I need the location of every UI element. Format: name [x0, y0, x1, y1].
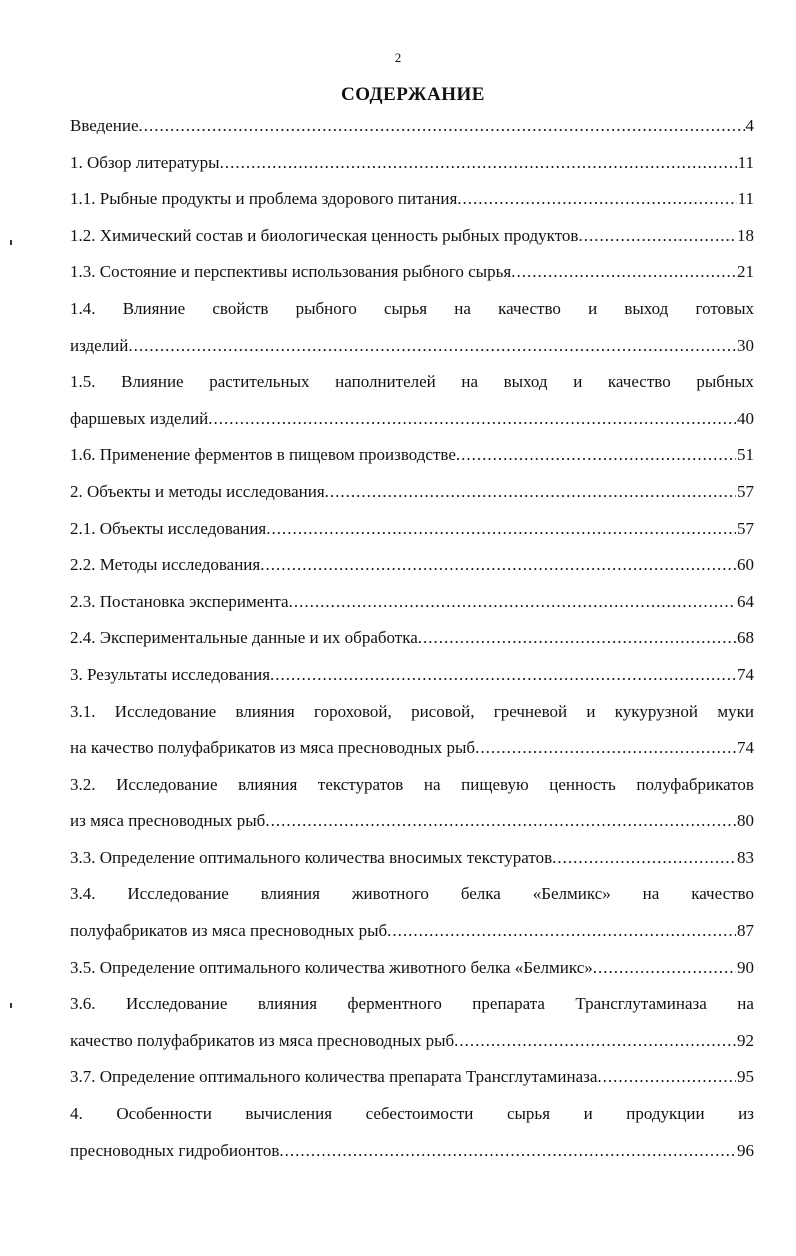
toc-leader-dots — [597, 1059, 736, 1096]
toc-leader-dots — [387, 913, 736, 950]
toc-entry — [70, 547, 754, 584]
toc-word: животного — [351, 884, 429, 904]
toc-leader-dots — [578, 218, 736, 255]
toc-word: на — [642, 884, 660, 904]
toc-word: Трансглутаминаза — [575, 994, 707, 1014]
toc-entry-title: 1.3. Состояние и перспективы использования рыбного сырья — [70, 262, 512, 282]
toc-page-number: 74 — [737, 738, 754, 758]
toc-leader-dots — [220, 145, 737, 182]
toc-word: 3.6. — [70, 994, 96, 1014]
toc-leader-dots — [454, 1023, 736, 1060]
toc-word: вычисления — [245, 1104, 333, 1124]
toc-entry — [70, 657, 754, 694]
toc-word: сырья — [384, 298, 428, 318]
toc-leader-dots — [456, 437, 736, 474]
toc-word: ценность — [549, 774, 616, 794]
toc-entry-title: из мяса пресноводных рыб — [70, 811, 266, 831]
toc-entry-title: 2.1. Объекты исследования — [70, 518, 267, 538]
toc-leader-dots — [475, 730, 736, 767]
toc-word: пищевую — [461, 774, 529, 794]
toc-word: 1.4. — [70, 298, 96, 318]
toc-entry-title: 1.1. Рыбные продукты и проблема здорового питания — [70, 189, 458, 209]
toc-word: из — [738, 1104, 754, 1124]
toc-leader-dots — [593, 950, 736, 987]
toc-entry — [70, 474, 754, 511]
toc-page-number: 30 — [737, 335, 754, 355]
toc-word: препарата — [472, 994, 545, 1014]
toc-word: и — [573, 372, 583, 392]
toc-page-number: 96 — [737, 1140, 754, 1160]
toc-word: на — [423, 774, 441, 794]
toc-entry — [70, 145, 754, 182]
toc-page-number: 51 — [737, 445, 754, 465]
toc-entry — [70, 913, 754, 950]
table-of-contents — [70, 108, 754, 1169]
toc-page-number: 57 — [737, 481, 754, 501]
toc-entry-line — [70, 876, 754, 913]
scan-mark — [10, 240, 12, 245]
toc-entry — [70, 401, 754, 438]
toc-leader-dots — [552, 840, 736, 877]
toc-page-number: 83 — [737, 847, 754, 867]
toc-entry-title: на качество полуфабрикатов из мяса пресноводных рыб — [70, 738, 476, 758]
toc-page-number: 60 — [737, 555, 754, 575]
toc-entry — [70, 328, 754, 365]
toc-leader-dots — [139, 108, 745, 145]
toc-word: Влияние — [122, 298, 186, 318]
toc-entry-line — [70, 291, 754, 328]
toc-word: наполнителей — [335, 372, 436, 392]
scan-mark — [10, 1003, 12, 1008]
toc-entry-title: изделий — [70, 335, 129, 355]
toc-entry-title: пресноводных гидробионтов — [70, 1140, 280, 1160]
toc-word: Исследование — [125, 994, 228, 1014]
toc-leader-dots — [128, 328, 736, 365]
toc-word: рыбного — [295, 298, 357, 318]
toc-entry-line — [70, 986, 754, 1023]
toc-entry — [70, 108, 754, 145]
toc-word: ферментного — [347, 994, 442, 1014]
toc-word: 4. — [70, 1104, 83, 1124]
toc-entry-title: полуфабрикатов из мяса пресноводных рыб — [70, 921, 388, 941]
toc-page-number: 11 — [737, 152, 754, 172]
toc-word: и — [583, 1104, 593, 1124]
toc-entry-title: 1.2. Химический состав и биологическая ценность рыбных продуктов — [70, 225, 579, 245]
toc-entry — [70, 803, 754, 840]
toc-entry — [70, 620, 754, 657]
toc-entry-title: 1.6. Применение ферментов в пищевом производстве — [70, 445, 456, 465]
toc-entry-title: Введение — [70, 116, 139, 135]
toc-word: растительных — [209, 372, 310, 392]
toc-word: «Белмикс» — [532, 884, 611, 904]
toc-word: 3.1. — [70, 701, 96, 721]
toc-entry-title: 2.3. Постановка эксперимента — [70, 591, 289, 611]
toc-word: на — [454, 298, 471, 318]
toc-leader-dots — [418, 620, 736, 657]
toc-entry — [70, 840, 754, 877]
toc-word: рыбных — [696, 372, 754, 392]
toc-word: муки — [717, 701, 754, 721]
toc-leader-dots — [208, 401, 736, 438]
toc-entry-line — [70, 1096, 754, 1133]
toc-word: сырья — [506, 1104, 551, 1124]
toc-leader-dots — [270, 657, 736, 694]
toc-entry-line — [70, 364, 754, 401]
toc-word: Исследование — [116, 774, 218, 794]
toc-word: качество — [607, 372, 671, 392]
page-title: СОДЕРЖАНИЕ — [341, 84, 485, 105]
toc-page-number: 4 — [745, 116, 754, 135]
toc-page-number: 90 — [737, 957, 754, 977]
toc-word: Исследование — [114, 701, 217, 721]
toc-leader-dots — [266, 511, 736, 548]
toc-word: Особенности — [116, 1104, 212, 1124]
toc-page-number: 21 — [737, 262, 754, 282]
toc-entry-title: 2.4. Экспериментальные данные и их обработка — [70, 628, 418, 648]
toc-leader-dots — [265, 803, 736, 840]
toc-word: свойств — [212, 298, 269, 318]
toc-word: белка — [460, 884, 501, 904]
toc-page-number: 95 — [737, 1067, 754, 1087]
toc-entry-title: фаршевых изделий — [70, 408, 209, 428]
toc-word: текстуратов — [317, 774, 404, 794]
toc-word: качество — [691, 884, 754, 904]
toc-page-number: 18 — [737, 225, 754, 245]
toc-word: 1.5. — [70, 372, 96, 392]
toc-entry-line — [70, 694, 754, 731]
toc-entry-title: 3.3. Определение оптимального количества вносимых текстуратов — [70, 847, 553, 867]
toc-word: готовых — [695, 298, 754, 318]
toc-word: выход — [624, 298, 669, 318]
toc-entry — [70, 584, 754, 621]
toc-word: влияния — [257, 994, 318, 1014]
toc-entry — [70, 181, 754, 218]
toc-leader-dots — [260, 547, 736, 584]
toc-entry — [70, 437, 754, 474]
toc-word: и — [588, 298, 598, 318]
page-number: 2 — [394, 50, 402, 65]
toc-word: себестоимости — [365, 1104, 474, 1124]
toc-leader-dots — [279, 1133, 736, 1170]
toc-word: и — [586, 701, 596, 721]
toc-entry — [70, 1133, 754, 1170]
toc-word: 3.2. — [70, 774, 96, 794]
toc-page-number: 64 — [737, 591, 754, 611]
toc-page-number: 74 — [737, 664, 754, 684]
toc-word: гороховой, — [314, 701, 392, 721]
toc-word: влияния — [235, 701, 295, 721]
toc-page-number: 80 — [737, 811, 754, 831]
toc-word: полуфабрикатов — [636, 774, 754, 794]
toc-word: качество — [498, 298, 561, 318]
toc-page-number: 92 — [737, 1030, 754, 1050]
toc-entry — [70, 950, 754, 987]
toc-leader-dots — [457, 181, 736, 218]
toc-word: выход — [503, 372, 548, 392]
toc-entry-line — [70, 767, 754, 804]
toc-entry — [70, 1059, 754, 1096]
toc-word: кукурузной — [614, 701, 699, 721]
toc-word: продукции — [626, 1104, 705, 1124]
toc-entry-title: 2.2. Методы исследования — [70, 555, 261, 575]
toc-word: на — [737, 994, 754, 1014]
toc-entry-title: качество полуфабрикатов из мяса пресноводных рыб — [70, 1030, 455, 1050]
toc-entry — [70, 730, 754, 767]
toc-word: влияния — [260, 884, 320, 904]
toc-page-number: 57 — [737, 518, 754, 538]
toc-page-number: 87 — [737, 921, 754, 941]
toc-entry-title: 3. Результаты исследования — [70, 664, 271, 684]
toc-entry-title: 3.7. Определение оптимального количества препарата Трансглутаминаза — [70, 1067, 598, 1087]
toc-entry-title: 2. Объекты и методы исследования — [70, 481, 325, 501]
toc-entry — [70, 1023, 754, 1060]
toc-word: 3.4. — [70, 884, 96, 904]
toc-word: Исследование — [127, 884, 229, 904]
toc-word: рисовой, — [411, 701, 475, 721]
toc-entry — [70, 218, 754, 255]
toc-leader-dots — [325, 474, 736, 511]
toc-page-number: 68 — [737, 628, 754, 648]
toc-entry-title: 3.5. Определение оптимального количества животного белка «Белмикс» — [70, 957, 593, 977]
toc-entry — [70, 511, 754, 548]
toc-leader-dots — [289, 584, 736, 621]
toc-word: гречневой — [493, 701, 568, 721]
toc-word: влияния — [238, 774, 298, 794]
toc-entry-title: 1. Обзор литературы — [70, 152, 220, 172]
toc-word: на — [461, 372, 479, 392]
toc-leader-dots — [511, 254, 736, 291]
toc-word: Влияние — [121, 372, 184, 392]
toc-entry — [70, 254, 754, 291]
toc-page-number: 11 — [737, 189, 754, 209]
toc-page-number: 40 — [737, 408, 754, 428]
